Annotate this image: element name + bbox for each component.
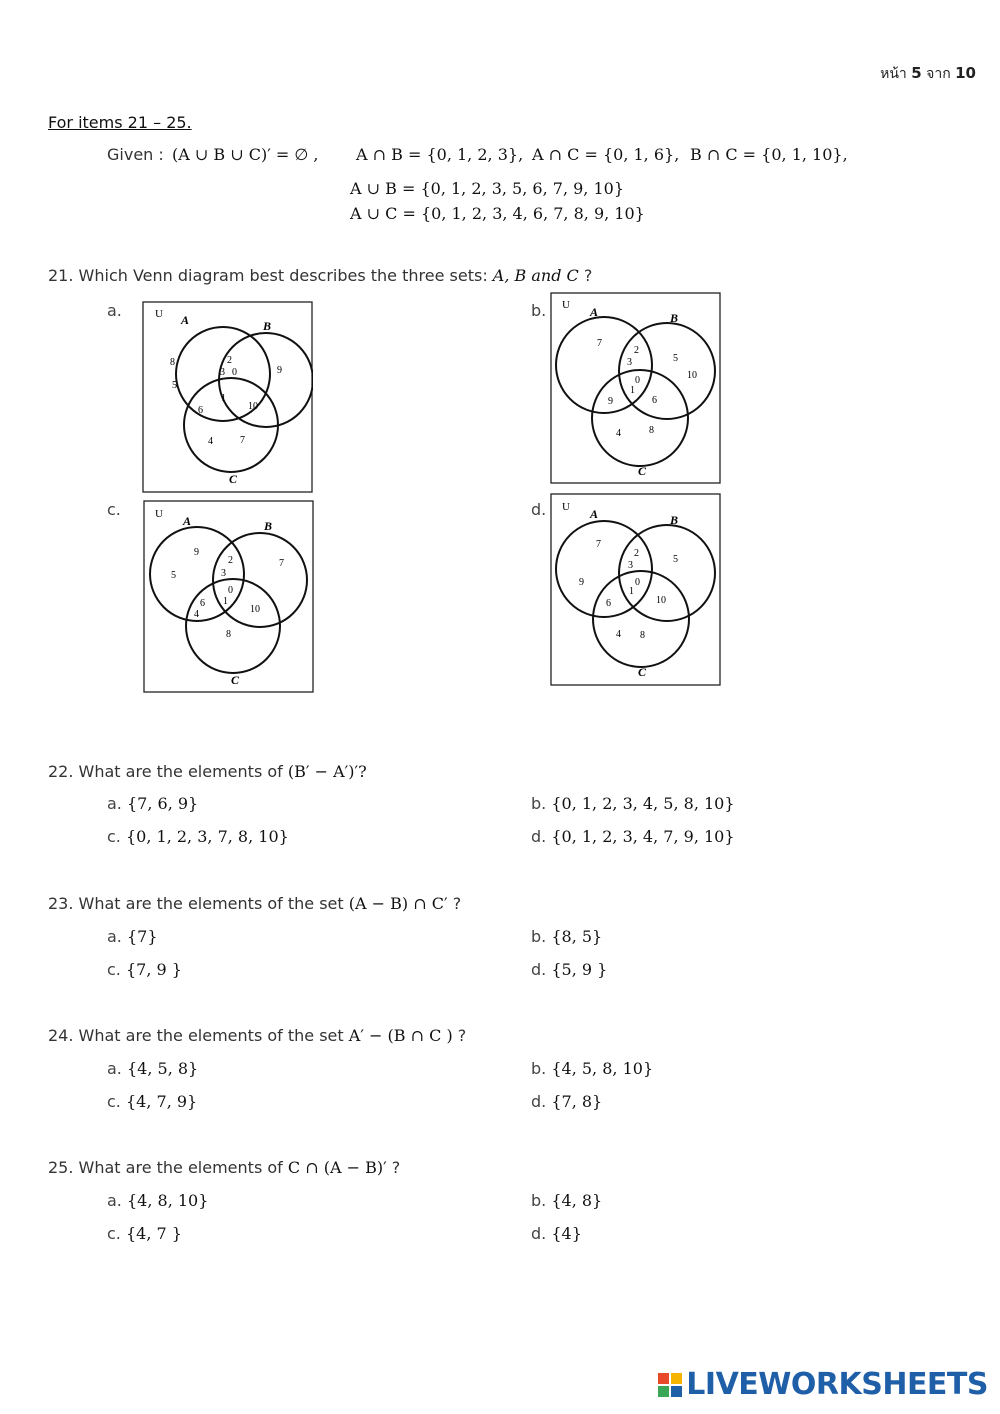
question-25-math: C ∩ (A − B)′ [287, 1158, 387, 1177]
given-expr-b-and-c: B ∩ C = {0, 1, 10}, [690, 145, 848, 164]
option-22a[interactable]: a. {7, 6, 9} [107, 794, 199, 813]
venn-number: 2 [634, 345, 639, 356]
venn-number: 7 [596, 539, 601, 550]
venn-number: 9 [579, 577, 584, 588]
question-21-math: A, B and C [492, 266, 579, 285]
venn-number: 10 [656, 595, 666, 606]
option-21a-letter[interactable]: a. [107, 301, 122, 320]
set-c-label: C [231, 673, 240, 687]
option-25d[interactable]: d. {4} [531, 1224, 582, 1243]
venn-number: 1 [630, 385, 635, 396]
option-25a[interactable]: a. {4, 8, 10} [107, 1191, 209, 1210]
set-c-label: C [638, 464, 647, 478]
question-22-text: 22. What are the elements of [48, 762, 283, 781]
logo-text: LIVEWORKSHEETS [686, 1367, 988, 1402]
venn-number: 1 [629, 586, 634, 597]
option-24b[interactable]: b. {4, 5, 8, 10} [531, 1059, 654, 1078]
question-24-suffix: ? [457, 1026, 467, 1045]
option-23d[interactable]: d. {5, 9 } [531, 960, 608, 979]
given-expr-a-and-b: A ∩ B = {0, 1, 2, 3}, [356, 145, 524, 164]
universe-label: U [562, 299, 570, 311]
venn-number: 3 [220, 367, 225, 378]
option-25c[interactable]: c. {4, 7 } [107, 1224, 182, 1243]
venn-number: 0 [232, 367, 237, 378]
venn-number: 10 [248, 401, 258, 412]
venn-number: 8 [170, 357, 175, 368]
liveworksheets-logo[interactable] [658, 1367, 988, 1402]
option-22c[interactable]: c. {0, 1, 2, 3, 7, 8, 10} [107, 827, 289, 846]
option-21c-letter[interactable]: c. [107, 500, 121, 519]
venn-number: 9 [194, 547, 199, 558]
given-expr-a-or-c: A ∪ C = {0, 1, 2, 3, 4, 6, 7, 8, 9, 10} [350, 204, 645, 223]
question-23-text: 23. What are the elements of the set [48, 894, 344, 913]
universe-label: U [155, 508, 163, 520]
venn-number: 1 [221, 393, 226, 404]
set-b-label: B [670, 513, 679, 527]
venn-number: 3 [627, 357, 632, 368]
venn-number: 0 [635, 375, 640, 386]
given-label: Given : [107, 145, 164, 164]
venn-number: 2 [228, 555, 233, 566]
venn-number: 4 [208, 436, 213, 447]
venn-diagram-21a[interactable] [142, 301, 313, 493]
option-23c[interactable]: c. {7, 9 } [107, 960, 182, 979]
page-number: หน้า 5 จาก 10 [880, 64, 976, 82]
question-21-suffix: ? [583, 266, 593, 285]
venn-number: 8 [649, 425, 654, 436]
venn-number: 3 [628, 560, 633, 571]
set-a-label: A [183, 514, 192, 528]
given-expr-a-and-c: A ∩ C = {0, 1, 6}, [532, 145, 680, 164]
venn-number: 5 [673, 554, 678, 565]
set-b-label: B [264, 519, 273, 533]
question-25-suffix: ? [391, 1158, 401, 1177]
option-22b[interactable]: b. {0, 1, 2, 3, 4, 5, 8, 10} [531, 794, 735, 813]
venn-number: 2 [634, 548, 639, 559]
venn-number: 3 [221, 568, 226, 579]
set-a-label: A [181, 313, 190, 327]
venn-number: 6 [606, 598, 611, 609]
venn-number: 7 [240, 435, 245, 446]
set-a-label: A [590, 507, 599, 521]
venn-number: 4 [194, 609, 199, 620]
venn-number: 10 [250, 604, 260, 615]
venn-number: 7 [597, 338, 602, 349]
venn-number: 5 [673, 353, 678, 364]
option-24d[interactable]: d. {7, 8} [531, 1092, 603, 1111]
logo-squares-icon [658, 1373, 682, 1397]
set-c-label: C [229, 472, 238, 486]
venn-number: 10 [687, 370, 697, 381]
option-24c[interactable]: c. {4, 7, 9} [107, 1092, 198, 1111]
venn-number: 1 [223, 596, 228, 607]
venn-number: 0 [635, 577, 640, 588]
venn-number: 2 [227, 355, 232, 366]
option-23a[interactable]: a. {7} [107, 927, 158, 946]
universe-label: U [562, 501, 570, 513]
set-c-label: C [638, 665, 647, 679]
option-22d[interactable]: d. {0, 1, 2, 3, 4, 7, 9, 10} [531, 827, 735, 846]
option-25b[interactable]: b. {4, 8} [531, 1191, 603, 1210]
venn-number: 8 [226, 629, 231, 640]
venn-number: 0 [228, 585, 233, 596]
venn-diagram-21c[interactable] [143, 500, 314, 693]
question-24-math: A′ − (B ∩ C ) [348, 1026, 453, 1045]
question-21-text: 21. Which Venn diagram best describes the three sets: [48, 266, 488, 285]
option-21d-letter[interactable]: d. [531, 500, 547, 519]
venn-diagram-21d[interactable] [550, 493, 721, 686]
section-heading: For items 21 – 25. [48, 113, 192, 132]
set-a-label: A [590, 305, 599, 319]
option-23b[interactable]: b. {8, 5} [531, 927, 603, 946]
question-23-math: (A − B) ∩ C′ [348, 894, 448, 913]
venn-number: 8 [640, 630, 645, 641]
venn-number: 4 [616, 428, 621, 439]
set-b-label: B [670, 311, 679, 325]
venn-number: 9 [277, 365, 282, 376]
venn-number: 6 [198, 405, 203, 416]
question-23-suffix: ? [452, 894, 462, 913]
set-b-label: B [263, 319, 272, 333]
venn-number: 6 [200, 598, 205, 609]
question-22-math: (B′ − A′)′? [287, 762, 367, 781]
given-expr-a-or-b: A ∪ B = {0, 1, 2, 3, 5, 6, 7, 9, 10} [350, 179, 624, 198]
option-24a[interactable]: a. {4, 5, 8} [107, 1059, 199, 1078]
venn-number: 5 [171, 570, 176, 581]
venn-number: 7 [279, 558, 284, 569]
question-24-text: 24. What are the elements of the set [48, 1026, 344, 1045]
given-expr-complement: (A ∪ B ∪ C)′ = ∅ , [172, 145, 319, 164]
venn-diagram-21b[interactable] [550, 292, 721, 484]
venn-number: 4 [616, 629, 621, 640]
universe-label: U [155, 308, 163, 320]
question-25-text: 25. What are the elements of [48, 1158, 283, 1177]
venn-number: 5 [172, 380, 177, 391]
venn-number: 6 [652, 395, 657, 406]
option-21b-letter[interactable]: b. [531, 301, 547, 320]
venn-number: 9 [608, 396, 613, 407]
